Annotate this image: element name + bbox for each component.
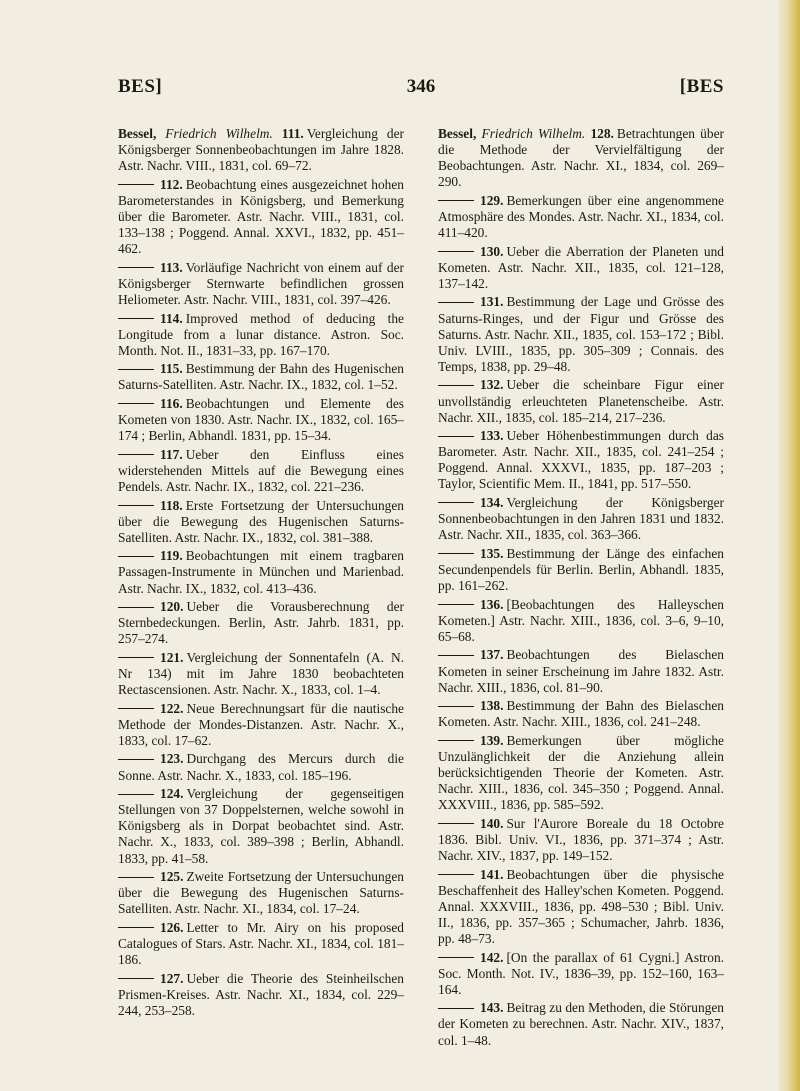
entry (438, 377, 724, 425)
entry (438, 244, 724, 292)
ditto-dash (438, 436, 474, 437)
entry-number: 133. (480, 428, 504, 444)
ditto-dash (438, 706, 474, 707)
entry-number: 125. (160, 869, 184, 885)
entry-number: 119. (160, 548, 183, 564)
entry-text: Erste Fortsetzung der Untersuchungen über die Bewegung des Hugenischen Saturns-Satelliten. Astr. Nachr. IX., 1832, col. 381–388. (118, 497, 404, 545)
entry-text: Ueber die Aberration der Planeten und Kometen. Astr. Nachr. XII., 1835, col. 121–128, 137–142. (438, 243, 724, 291)
entry (118, 311, 404, 359)
entry-text: Sur l'Aurore Boreale du 18 Octobre 1836. Bibl. Univ. VI., 1836, pp. 371–374 ; Astr. Nachr. XIV., 1837, pp. 149–152. (438, 815, 724, 864)
ditto-dash (118, 657, 154, 658)
entry (118, 498, 404, 546)
ditto-dash (438, 502, 474, 503)
ditto-dash (118, 978, 154, 979)
entry-number: 122. (160, 700, 184, 716)
entry-text: Betrachtungen über die Methode der Vervielfältigung der Beobachtungen. Astr. Nachr. XI., 1834, col. 269–290. (438, 126, 724, 190)
entry-number: 123. (160, 751, 184, 767)
entry (118, 548, 404, 596)
page-edge (778, 0, 800, 1091)
ditto-dash (438, 874, 474, 875)
right-entries (438, 193, 724, 1049)
entry-text: Ueber die Theorie des Steinheilschen Prismen-Kreises. Astr. Nachr. XI., 1834, col. 229–244, 253–258. (118, 970, 404, 1018)
entry-number: 131. (480, 294, 504, 310)
entry-number: 141. (480, 866, 504, 882)
ditto-dash (438, 251, 474, 252)
entry-text: Ueber den Einfluss eines widerstehenden Mittels auf die Bewegung eines Pendels. Astr. Nachr. IX., 1832, col. 221–236. (118, 446, 404, 494)
entry-text: Beitrag zu den Methoden, die Störungen der Kometen zu berechnen. Astr. Nachr. XIV., 1837, col. 1–48. (438, 1000, 724, 1048)
entry (118, 177, 404, 257)
author-name: Bessel, (438, 126, 477, 141)
entry-text: Vergleichung der gegenseitigen Stellungen von 37 Doppelsternen, welche sowohl in Königsberg als in Dorpat beobachtet sind. Astr. Nachr. X., 1833, col. 389–398 ; Berlin, Abhandl. 1833, pp. 41–58. (118, 786, 404, 866)
entry-number: 130. (480, 243, 504, 259)
ditto-dash (438, 957, 474, 958)
entry-text: Bestimmung der Bahn des Bielaschen Kometen. Astr. Nachr. XIII., 1836, col. 241–248. (438, 698, 724, 730)
entry (118, 447, 404, 495)
ditto-dash (118, 794, 154, 795)
ditto-dash (118, 877, 154, 878)
entry-text: Bestimmung der Bahn des Hugenischen Saturns-Satelliten. Astr. Nachr. IX., 1832, col. 1–52. (118, 361, 404, 393)
entry-text: Letter to Mr. Airy on his proposed Catalogues of Stars. Astr. Nachr. XI., 1834, col. 181–186. (118, 919, 404, 968)
ditto-dash (438, 385, 474, 386)
entry-number: 143. (480, 1000, 504, 1016)
entry-text: Improved method of deducing the Longitude from a lunar distance. Astron. Soc. Month. Not. II., 1831–33, pp. 167–170. (118, 310, 404, 358)
entry-number: 114. (160, 310, 183, 326)
entry-number: 128. (590, 126, 614, 141)
entry-number: 140. (480, 815, 504, 831)
entry-number: 126. (160, 919, 184, 935)
entry (438, 950, 724, 998)
ditto-dash (438, 823, 474, 824)
entry-number: 135. (480, 545, 504, 561)
ditto-dash (118, 184, 154, 185)
entry (438, 733, 724, 813)
entry-number: 120. (160, 599, 184, 615)
author-name: Bessel, (118, 126, 157, 141)
entry-text: Beobachtungen mit einem tragbaren Passagen-Instrumente in München und Marienbad. Astr. Nachr. IX., 1832, col. 413–436. (118, 548, 404, 596)
entry-number: 134. (480, 495, 504, 511)
entry-number: 117. (160, 446, 183, 462)
entry-text: Beobachtungen und Elemente des Kometen von 1830. Astr. Nachr. IX., 1832, col. 165–174 ; Berlin, Abhandl. 1831, pp. 15–34. (118, 396, 404, 444)
page-number: 346 (406, 76, 436, 97)
entry (438, 428, 724, 492)
entry-number: 139. (480, 732, 504, 748)
entry-text: Zweite Fortsetzung der Untersuchungen über die Bewegung des Hugenischen Saturns-Satelliten. Astr. Nachr. XI., 1834, col. 17–24. (118, 869, 404, 917)
entry-number: 129. (480, 192, 504, 208)
entry-text: Ueber die Vorausberechnung der Sternbedeckungen. Berlin, Astr. Jahrb. 1831, pp. 257–274. (118, 599, 404, 647)
ditto-dash (118, 708, 154, 709)
entry-text: Ueber die scheinbare Figur einer unvollständig erleuchteten Planetenscheibe. Astr. Nachr. XII., 1835, col. 185–214, 217–236. (438, 377, 724, 425)
ditto-dash (438, 553, 474, 554)
entry (438, 495, 724, 543)
entry (438, 647, 724, 695)
entry-number: 137. (480, 647, 504, 663)
entry-number: 142. (480, 949, 504, 965)
page-header (118, 76, 724, 110)
entry-text: Bemerkungen über eine angenommene Atmosphäre des Mondes. Astr. Nachr. XI., 1834, col. 411–420. (438, 192, 724, 241)
left-entries (118, 177, 404, 1019)
entry-number: 132. (480, 377, 504, 393)
entry (118, 751, 404, 783)
entry (118, 599, 404, 647)
entry-text: Vergleichung der Königsberger Sonnenbeobachtungen in den Jahren 1831 und 1832. Astr. Nachr. XII., 1835, col. 363–366. (438, 495, 724, 543)
entry-number: 138. (480, 698, 504, 714)
entry-text: Bemerkungen über mögliche Unzulänglichkeit der die Anziehung allein berücksichtigenden Theorie der Kometen. Astr. Nachr. XIII., 1836, col. 345–350 ; Poggend. Annal. XXXVIII., 1836, pp. 585–592. (438, 732, 724, 813)
entry (438, 867, 724, 947)
entry-text: Durchgang des Mercurs durch die Sonne. Astr. Nachr. X., 1833, col. 185–196. (118, 751, 404, 783)
entry (118, 701, 404, 749)
ditto-dash (118, 556, 154, 557)
entry (118, 869, 404, 917)
entry-number: 121. (160, 649, 184, 665)
entry-text: Ueber Höhenbestimmungen durch das Barometer. Astr. Nachr. XII., 1835, col. 241–254 ; Poggend. Annal. XXXVI., 1835, pp. 187–203 ; Taylor, Scientific Mem. II., 1841, pp. 517–550. (438, 428, 724, 492)
entry-lead (438, 126, 724, 190)
entry-text: Bestimmung der Länge des einfachen Secundenpendels für Berlin. Berlin, Abhandl. 1835, pp. 161–262. (438, 545, 724, 594)
ditto-dash (118, 318, 154, 319)
ditto-dash (118, 759, 154, 760)
ditto-dash (438, 655, 474, 656)
entry-number: 111. (281, 126, 304, 141)
entry-number: 115. (160, 361, 183, 377)
entry (118, 920, 404, 968)
entry-text: Neue Berechnungsart für die nautische Methode der Mondes-Distanzen. Astr. Nachr. X., 1833, col. 17–62. (118, 700, 404, 748)
entry-number: 127. (160, 970, 184, 986)
entry-number: 124. (160, 786, 184, 802)
entry (438, 597, 724, 645)
entry-text: Bestimmung der Lage und Grösse des Saturns-Ringes, und der Figur und Grösse des Saturns. Astr. Nachr. XII., 1835, col. 153–172 ; Bibl. Univ. LVIII., 1835, pp. 305–309 ; Connais. des Temps, 1838, pp. 29–48. (438, 294, 724, 374)
ditto-dash (118, 927, 154, 928)
entry (438, 698, 724, 730)
entry (438, 193, 724, 241)
ditto-dash (118, 403, 154, 404)
ditto-dash (118, 454, 154, 455)
entry-number: 136. (480, 596, 504, 612)
right-column (438, 126, 724, 1051)
entry-text: [Beobachtungen des Halleyschen Kometen.] Astr. Nachr. XIII., 1836, col. 3–6, 9–10, 65–68. (438, 596, 724, 644)
left-column (118, 126, 404, 1021)
ditto-dash (438, 1008, 474, 1009)
entry-lead (118, 126, 404, 174)
ditto-dash (438, 604, 474, 605)
entry-number: 116. (160, 396, 183, 411)
entry-number: 113. (160, 259, 183, 275)
author-forename: Friedrich Wilhelm. (481, 126, 586, 141)
entry-text: Vergleichung der Königsberger Sonnenbeobachtungen im Jahre 1828. Astr. Nachr. VIII., 1831, col. 69–72. (118, 126, 404, 174)
entry-number: 118. (160, 497, 183, 513)
entry-text: Vorläufige Nachricht von einem auf der Königsberger Sternwarte befindlichen grossen Heliometer. Astr. Nachr. VIII., 1831, col. 397–426. (118, 259, 404, 307)
entry (118, 396, 404, 444)
entry-text: Beobachtungen des Bielaschen Kometen in seiner Erscheinung im Jahre 1832. Astr. Nachr. XIII., 1836, col. 81–90. (438, 647, 724, 695)
author-forename: Friedrich Wilhelm. (165, 126, 273, 141)
entry (118, 650, 404, 698)
entry (438, 1000, 724, 1048)
entry (438, 546, 724, 594)
entry (118, 260, 404, 308)
ditto-dash (438, 740, 474, 741)
entry (118, 971, 404, 1019)
ditto-dash (118, 267, 154, 268)
entry (118, 361, 404, 393)
ditto-dash (118, 369, 154, 370)
entry-text: Beobachtungen über die physische Beschaffenheit des Halley'schen Kometen. Poggend. Annal. XXXVIII., 1836, pp. 498–530 ; Bibl. Univ. II., 1836, pp. 357–365 ; Schumacher, Jahrb. 1836, pp. 48–73. (438, 866, 724, 946)
entry (438, 816, 724, 864)
entry (438, 294, 724, 374)
header-right-keyword: [BES (679, 76, 724, 97)
header-left-keyword: BES] (118, 76, 163, 97)
ditto-dash (118, 505, 154, 506)
ditto-dash (438, 302, 474, 303)
entry-text: Vergleichung der Sonnentafeln (A. N. Nr 134) mit im Jahre 1830 beobachteten Rectascensionen. Astr. Nachr. X., 1833, col. 1–4. (118, 649, 404, 698)
entry-text: [On the parallax of 61 Cygni.] Astron. Soc. Month. Not. IV., 1836–39, pp. 152–160, 163–164. (438, 949, 724, 997)
ditto-dash (438, 200, 474, 201)
entry-number: 112. (160, 176, 183, 192)
entry-text: Beobachtung eines ausgezeichnet hohen Barometerstandes in Königsberg, und Bemerkung über die Barometer. Astr. Nachr. VIII., 1831, col. 133–138 ; Poggend. Annal. XXVI., 1832, pp. 451–462. (118, 176, 404, 257)
ditto-dash (118, 607, 154, 608)
entry (118, 786, 404, 866)
